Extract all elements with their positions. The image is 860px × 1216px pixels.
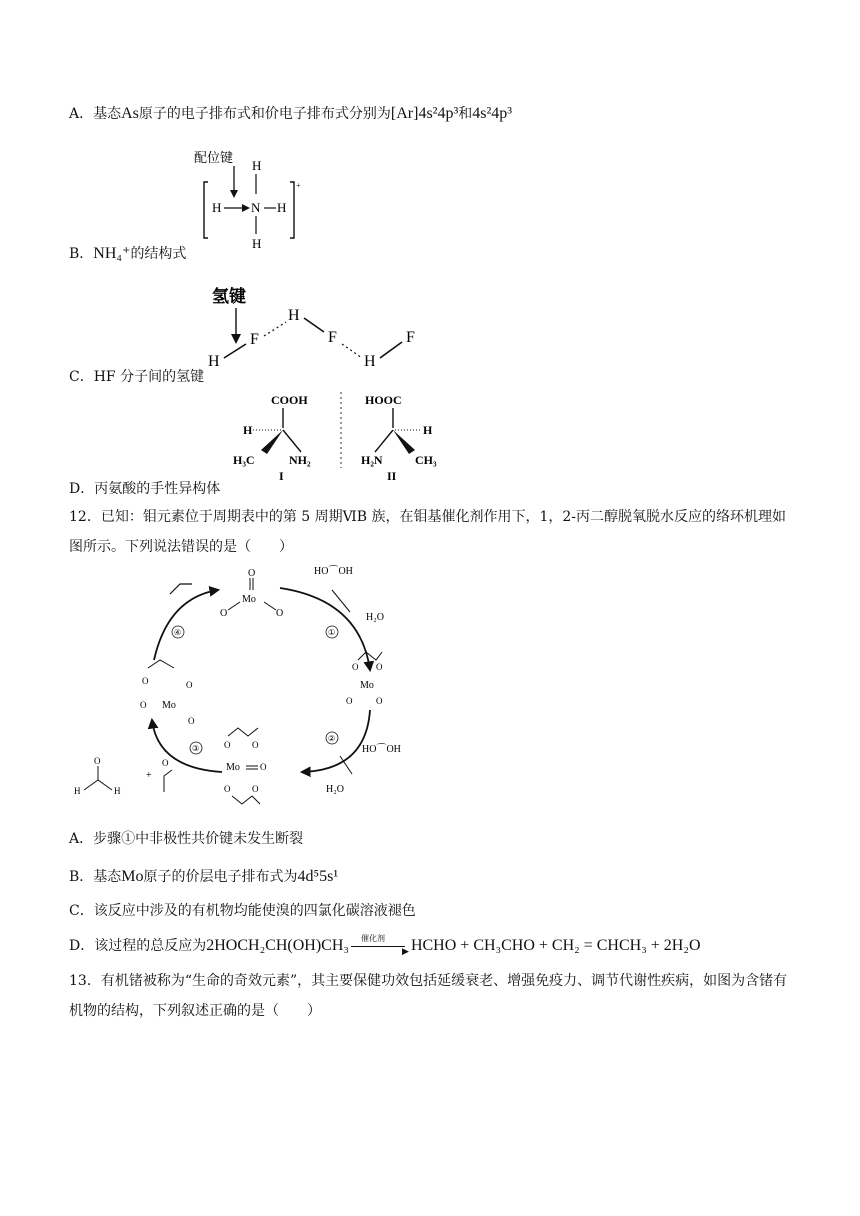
q12-option-c-text: C．该反应中涉及的有机物均能使溴的四氯化碳溶液褪色 (69, 903, 416, 919)
option-b-line (69, 244, 186, 264)
coordinate-bond-label: 配位键 (194, 151, 234, 166)
reactant-1: HO⌒OH (314, 566, 353, 577)
q12-option-a-text: A．步骤①中非极性共价键未发生断裂 (69, 831, 304, 847)
reactant-2: HO⌒OH (362, 744, 401, 755)
right-h: H (423, 423, 433, 437)
option-d-text: D．丙氨酸的手性异构体 (69, 481, 221, 497)
option-c-line (69, 367, 204, 387)
nh4-structure-figure (190, 148, 310, 258)
left-o3: O (140, 700, 147, 710)
water-2: H₂O (326, 784, 344, 795)
option-b-suffix: 的结构式 (130, 246, 187, 262)
mo-config: 4d⁵5s¹ (297, 868, 339, 885)
atom-h-left: H (212, 200, 222, 215)
step-3-label: ③ (192, 744, 200, 753)
bottom-o3: O (260, 762, 267, 772)
nh4-formula: NH₄⁺ (93, 245, 131, 262)
top-o1: O (248, 568, 256, 579)
option-b-prefix: B． (69, 246, 94, 262)
left-o2: O (186, 680, 193, 690)
mo-symbol: Mo (121, 868, 144, 885)
hydrogen-bond-label: 氢键 (212, 287, 246, 307)
q12-option-c (69, 901, 416, 921)
catalyst-arrow: 催化剂 ▶ (351, 938, 409, 954)
catalytic-cycle-figure (70, 560, 440, 810)
right-o2: O (376, 662, 383, 672)
q12-option-b-prefix: B．基态 (69, 869, 122, 885)
right-o1: O (352, 662, 359, 672)
svg-text:+: + (146, 770, 152, 781)
hf1-f: F (250, 331, 259, 348)
option-a-prefix: A．基态 (69, 106, 122, 122)
hf3-f: F (406, 329, 415, 346)
top-o3: O (276, 608, 284, 619)
hf2-h: H (288, 307, 300, 324)
q12-option-b-mid: 原子的价层电子排布式为 (143, 869, 298, 885)
water-1: H₂O (366, 612, 384, 623)
product-o1: O (94, 756, 101, 766)
catalyst-label: 催化剂 (360, 934, 385, 943)
alanine-enantiomers-figure (225, 388, 450, 480)
left-h3c: H₃C (233, 453, 255, 467)
q12-option-a (69, 829, 303, 849)
step-4-label: ④ (174, 628, 182, 637)
left-label-i: I (279, 469, 284, 480)
hf1-h: H (208, 353, 220, 370)
step-2-label: ② (328, 734, 336, 743)
reaction-rhs: HCHO + CH₃CHO + CH₂ = CHCH₃ + 2H₂O (410, 937, 701, 954)
product-o2: O (162, 758, 169, 768)
bottom-mo: Mo (226, 762, 240, 773)
left-o4: O (188, 716, 195, 726)
reaction-lhs: 2HOCH₂CH(OH)CH₃ (206, 937, 349, 954)
and-text: 和 (458, 106, 473, 122)
right-ch3: CH₃ (415, 453, 437, 467)
q12-option-d-prefix: D．该过程的总反应为 (69, 938, 207, 954)
q12-stem-text: 12．已知：钼元素位于周期表中的第 5 周期ⅥB 族，在钼基催化剂作用下，1，2-丙二醇脱氧脱水反应的络环机理如图所示。下列说法错误的是（ ） (69, 509, 786, 555)
atom-h-right: H (277, 200, 287, 215)
right-o4: O (376, 696, 383, 706)
hf-hydrogen-bond-figure (200, 282, 440, 374)
config-2: 4s²4p³ (472, 105, 513, 122)
top-mo: Mo (242, 594, 256, 605)
hf2-f: F (328, 329, 337, 346)
right-label-ii: II (387, 469, 397, 480)
as-symbol: As (121, 105, 139, 122)
bottom-o4: O (224, 784, 231, 794)
option-a-line (69, 104, 512, 124)
atom-n: N (251, 200, 261, 215)
option-c-text: C．HF 分子间的氢键 (69, 369, 205, 385)
left-cooh: COOH (271, 393, 308, 407)
product-h1: H (74, 786, 81, 796)
right-hooc: HOOC (365, 393, 402, 407)
question-12-stem (69, 502, 799, 562)
right-o3: O (346, 696, 353, 706)
left-mo: Mo (162, 700, 176, 711)
step-1-label: ① (328, 628, 336, 637)
atom-h-bottom: H (252, 236, 262, 251)
question-13-stem (69, 966, 799, 1026)
option-d-line (69, 479, 220, 499)
bottom-o2: O (252, 740, 259, 750)
right-mo: Mo (360, 680, 374, 691)
q13-stem-text: 13．有机锗被称为“生命的奇效元素”，其主要保健功效包括延缓衰老、增强免疫力、调节代谢性疾病，如图为含锗有机物的结构，下列叙述正确的是（ ） (69, 973, 788, 1019)
hf3-h: H (364, 353, 376, 370)
product-h2: H (114, 786, 121, 796)
q12-option-d (69, 936, 701, 956)
left-h: H (243, 423, 253, 437)
bottom-o5: O (252, 784, 259, 794)
bottom-o1: O (224, 740, 231, 750)
right-h2n: H₂N (361, 453, 383, 467)
q12-option-b (69, 867, 338, 887)
left-nh2: NH₂ (289, 453, 311, 467)
top-o2: O (220, 608, 228, 619)
charge-sign: + (296, 181, 301, 190)
config-1: 4s²4p³ (418, 105, 459, 122)
option-a-mid: 原子的电子排布式和价电子排布式分别为 (138, 106, 391, 122)
ar-core: [Ar] (390, 105, 419, 122)
atom-h-top: H (252, 158, 262, 173)
left-o1: O (142, 676, 149, 686)
